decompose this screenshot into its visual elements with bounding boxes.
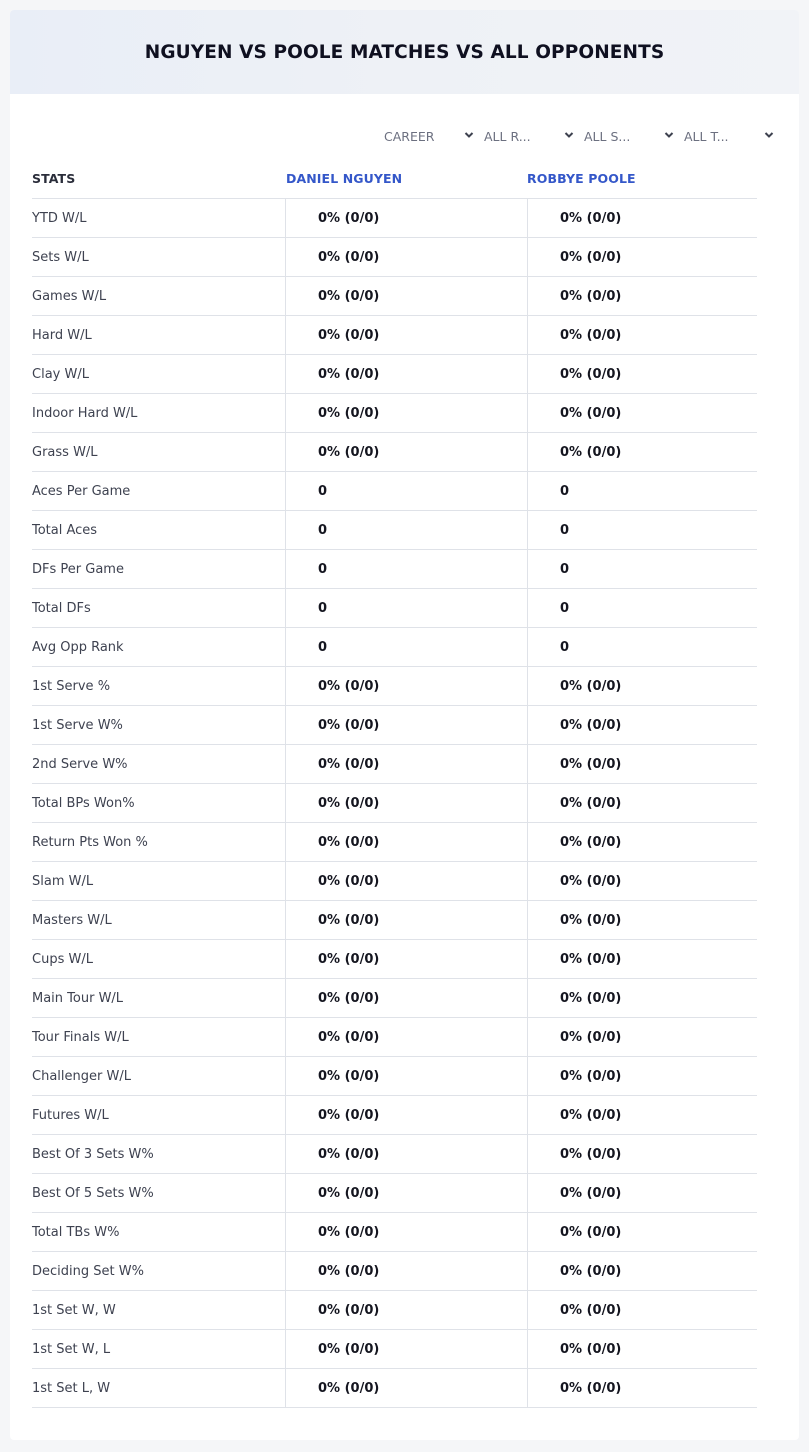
stat-label: Games W/L bbox=[32, 288, 107, 304]
filter-period-select[interactable] bbox=[384, 126, 484, 146]
player2-value: 0 bbox=[527, 472, 757, 510]
chevron-down-icon bbox=[464, 130, 474, 140]
player2-value: 0% (0/0) bbox=[527, 1135, 757, 1173]
table-row bbox=[32, 901, 757, 940]
player1-value: 0% (0/0) bbox=[285, 433, 527, 471]
player2-value: 0% (0/0) bbox=[527, 1096, 757, 1134]
player2-value: 0% (0/0) bbox=[527, 979, 757, 1017]
stat-label: Cups W/L bbox=[32, 951, 93, 967]
stat-label: DFs Per Game bbox=[32, 561, 124, 577]
stat-label: Best Of 3 Sets W% bbox=[32, 1146, 154, 1162]
page-title: NGUYEN VS POOLE MATCHES VS ALL OPPONENTS bbox=[144, 41, 665, 63]
player1-value: 0% (0/0) bbox=[285, 667, 527, 705]
player1-value: 0% (0/0) bbox=[285, 1330, 527, 1368]
player1-value: 0% (0/0) bbox=[285, 901, 527, 939]
filter-surface-select[interactable] bbox=[584, 126, 684, 146]
table-row bbox=[32, 277, 757, 316]
player1-value: 0% (0/0) bbox=[285, 316, 527, 354]
table-header bbox=[32, 158, 757, 199]
stat-label: 2nd Serve W% bbox=[32, 756, 128, 772]
player2-value: 0 bbox=[527, 550, 757, 588]
table-row bbox=[32, 1096, 757, 1135]
stat-label: Best Of 5 Sets W% bbox=[32, 1185, 154, 1201]
player2-value: 0% (0/0) bbox=[527, 901, 757, 939]
table-row bbox=[32, 784, 757, 823]
player2-value: 0% (0/0) bbox=[527, 433, 757, 471]
player1-value: 0% (0/0) bbox=[285, 199, 527, 237]
player1-value: 0% (0/0) bbox=[285, 1213, 527, 1251]
stat-label: Hard W/L bbox=[32, 327, 92, 343]
table-row bbox=[32, 1213, 757, 1252]
stat-label: Total Aces bbox=[32, 522, 98, 538]
chevron-down-icon bbox=[764, 130, 774, 140]
stat-label: Masters W/L bbox=[32, 912, 112, 928]
player2-value: 0% (0/0) bbox=[527, 277, 757, 315]
player2-value: 0 bbox=[527, 511, 757, 549]
filter-period-label: CAREER bbox=[384, 128, 435, 144]
player1-value: 0% (0/0) bbox=[285, 1369, 527, 1407]
player2-value: 0% (0/0) bbox=[527, 1057, 757, 1095]
player2-value: 0% (0/0) bbox=[527, 784, 757, 822]
player1-value: 0% (0/0) bbox=[285, 1174, 527, 1212]
table-row bbox=[32, 823, 757, 862]
player1-value: 0% (0/0) bbox=[285, 940, 527, 978]
table-row bbox=[32, 628, 757, 667]
stat-label: Main Tour W/L bbox=[32, 990, 124, 1006]
stat-label: Avg Opp Rank bbox=[32, 639, 124, 655]
player2-value: 0% (0/0) bbox=[527, 1174, 757, 1212]
player2-value: 0% (0/0) bbox=[527, 1291, 757, 1329]
filter-surface-label: ALL S... bbox=[584, 128, 631, 144]
stat-label: Sets W/L bbox=[32, 249, 89, 265]
table-body bbox=[32, 199, 757, 1408]
player1-value: 0 bbox=[285, 472, 527, 510]
player1-value: 0% (0/0) bbox=[285, 1135, 527, 1173]
player1-value: 0% (0/0) bbox=[285, 1291, 527, 1329]
stat-label: 1st Serve % bbox=[32, 678, 111, 694]
stat-label: Slam W/L bbox=[32, 873, 94, 889]
player1-value: 0% (0/0) bbox=[285, 394, 527, 432]
player1-value: 0% (0/0) bbox=[285, 862, 527, 900]
table-row bbox=[32, 667, 757, 706]
stat-label: Deciding Set W% bbox=[32, 1263, 144, 1279]
stat-label: Grass W/L bbox=[32, 444, 98, 460]
stat-label: Total TBs W% bbox=[32, 1224, 120, 1240]
player1-value: 0% (0/0) bbox=[285, 745, 527, 783]
stat-label: Clay W/L bbox=[32, 366, 89, 382]
player1-value: 0% (0/0) bbox=[285, 1096, 527, 1134]
stat-label: 1st Serve W% bbox=[32, 717, 123, 733]
player2-value: 0 bbox=[527, 628, 757, 666]
table-row bbox=[32, 745, 757, 784]
player1-value: 0 bbox=[285, 511, 527, 549]
table-row bbox=[32, 199, 757, 238]
chevron-down-icon bbox=[664, 130, 674, 140]
player1-value: 0% (0/0) bbox=[285, 1252, 527, 1290]
filter-tournament-label: ALL T... bbox=[684, 128, 729, 144]
table-row bbox=[32, 316, 757, 355]
player2-value: 0 bbox=[527, 589, 757, 627]
stat-label: 1st Set W, L bbox=[32, 1341, 111, 1357]
player2-value: 0% (0/0) bbox=[527, 1018, 757, 1056]
card-header bbox=[10, 10, 799, 94]
column-header-player2[interactable]: ROBBYE POOLE bbox=[527, 170, 636, 186]
column-header-stats: STATS bbox=[32, 170, 76, 186]
player2-value: 0% (0/0) bbox=[527, 706, 757, 744]
player1-value: 0% (0/0) bbox=[285, 277, 527, 315]
filter-round-label: ALL R... bbox=[484, 128, 531, 144]
table-row bbox=[32, 1057, 757, 1096]
stat-label: Return Pts Won % bbox=[32, 834, 148, 850]
stat-label: YTD W/L bbox=[32, 210, 87, 226]
player2-value: 0% (0/0) bbox=[527, 1330, 757, 1368]
table-row bbox=[32, 589, 757, 628]
table-row bbox=[32, 1330, 757, 1369]
player2-value: 0% (0/0) bbox=[527, 862, 757, 900]
stat-label: Aces Per Game bbox=[32, 483, 131, 499]
player2-value: 0% (0/0) bbox=[527, 238, 757, 276]
filter-tournament-select[interactable] bbox=[684, 126, 784, 146]
table-row bbox=[32, 550, 757, 589]
table-row bbox=[32, 1018, 757, 1057]
player1-value: 0% (0/0) bbox=[285, 238, 527, 276]
player2-value: 0% (0/0) bbox=[527, 1213, 757, 1251]
table-row bbox=[32, 1291, 757, 1330]
stat-label: Total DFs bbox=[32, 600, 91, 616]
player1-value: 0% (0/0) bbox=[285, 784, 527, 822]
table-row bbox=[32, 511, 757, 550]
filter-round-select[interactable] bbox=[484, 126, 584, 146]
column-header-player1[interactable]: DANIEL NGUYEN bbox=[286, 170, 403, 186]
stats-table bbox=[32, 158, 757, 1408]
player1-value: 0 bbox=[285, 589, 527, 627]
stat-label: 1st Set W, W bbox=[32, 1302, 116, 1318]
filter-bar bbox=[384, 126, 784, 146]
table-row bbox=[32, 238, 757, 277]
table-row bbox=[32, 355, 757, 394]
table-row bbox=[32, 1135, 757, 1174]
table-row bbox=[32, 979, 757, 1018]
stat-label: Indoor Hard W/L bbox=[32, 405, 138, 421]
table-row bbox=[32, 1252, 757, 1291]
table-row bbox=[32, 940, 757, 979]
table-row bbox=[32, 1174, 757, 1213]
player2-value: 0% (0/0) bbox=[527, 940, 757, 978]
table-row bbox=[32, 394, 757, 433]
stat-label: 1st Set L, W bbox=[32, 1380, 111, 1396]
player1-value: 0 bbox=[285, 628, 527, 666]
stat-label: Challenger W/L bbox=[32, 1068, 131, 1084]
player2-value: 0% (0/0) bbox=[527, 199, 757, 237]
player2-value: 0% (0/0) bbox=[527, 316, 757, 354]
table-row bbox=[32, 433, 757, 472]
table-row bbox=[32, 706, 757, 745]
player2-value: 0% (0/0) bbox=[527, 667, 757, 705]
player1-value: 0% (0/0) bbox=[285, 979, 527, 1017]
player1-value: 0% (0/0) bbox=[285, 706, 527, 744]
player1-value: 0% (0/0) bbox=[285, 1057, 527, 1095]
player1-value: 0% (0/0) bbox=[285, 823, 527, 861]
player2-value: 0% (0/0) bbox=[527, 394, 757, 432]
player1-value: 0% (0/0) bbox=[285, 355, 527, 393]
stat-label: Tour Finals W/L bbox=[32, 1029, 129, 1045]
player2-value: 0% (0/0) bbox=[527, 745, 757, 783]
player1-value: 0 bbox=[285, 550, 527, 588]
player1-value: 0% (0/0) bbox=[285, 1018, 527, 1056]
player2-value: 0% (0/0) bbox=[527, 1369, 757, 1407]
table-row bbox=[32, 472, 757, 511]
player2-value: 0% (0/0) bbox=[527, 1252, 757, 1290]
player2-value: 0% (0/0) bbox=[527, 355, 757, 393]
table-row bbox=[32, 1369, 757, 1408]
chevron-down-icon bbox=[564, 130, 574, 140]
stat-label: Futures W/L bbox=[32, 1107, 109, 1123]
table-row bbox=[32, 862, 757, 901]
stat-label: Total BPs Won% bbox=[32, 795, 135, 811]
player2-value: 0% (0/0) bbox=[527, 823, 757, 861]
